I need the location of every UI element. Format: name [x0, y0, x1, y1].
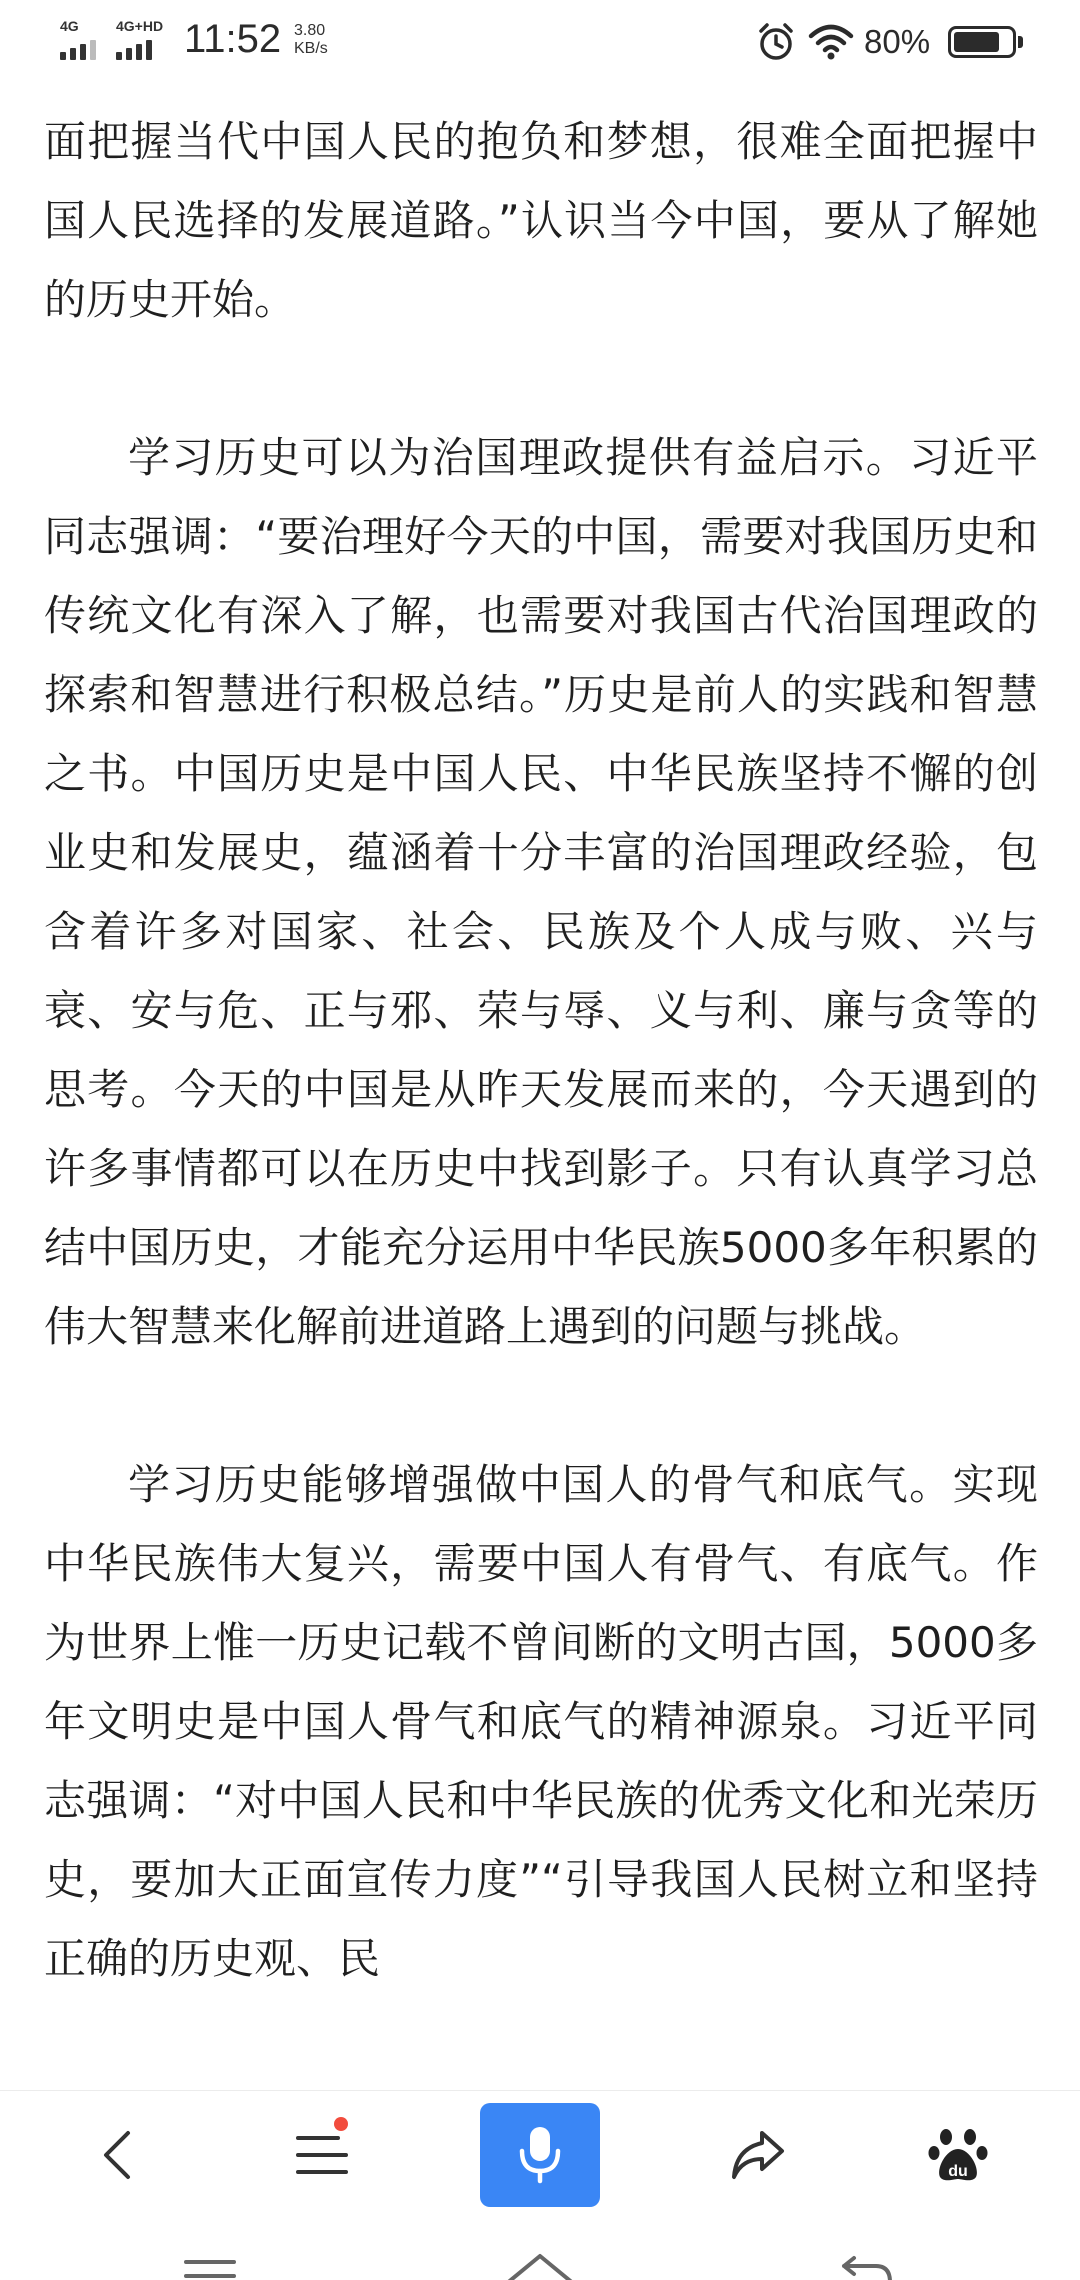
menu-icon	[294, 2130, 350, 2180]
baidu-home-button[interactable]	[898, 2103, 1018, 2207]
menu-notification-dot	[334, 2117, 348, 2131]
share-icon	[728, 2127, 788, 2183]
voice-search-button[interactable]	[480, 2103, 600, 2207]
microphone-icon	[517, 2123, 563, 2187]
network-speed	[294, 22, 328, 58]
battery-level-fill	[954, 32, 999, 52]
article-body	[44, 102, 1038, 1998]
home-icon[interactable]	[500, 2248, 580, 2280]
article-paragraph: 学习历史可以为治国理政提供有益启示。习近平同志强调：“要治理好今天的中国，需要对我国历史和传统文化有深入了解，也需要对我国古代治国理政的探索和智慧进行积极总结。”历史是前人的实践和智慧之书。中国历史是中国人民、中华民族坚持不懈的创业史和发展史，蕴涵着十分丰富的治国理政经验，包含着许多对国家、社会、民族及个人成与败、兴与衰、安与危、正与邪、荣与辱、义与利、廉与贪等的思考。今天的中国是从昨天发展而来的，今天遇到的许多事情都可以在历史中找到影子。只有认真学习总结中国历史，才能充分运用中华民族5000多年积累的伟大智慧来化解前进道路上遇到的问题与挑战。	[44, 433, 1038, 1351]
menu-button[interactable]	[262, 2103, 382, 2207]
alarm-clock-icon	[756, 22, 796, 62]
baidu-logo-text: du	[948, 2163, 968, 2180]
network-speed-unit: KB/s	[294, 40, 328, 57]
wifi-icon	[808, 22, 854, 62]
network-speed-value: 3.80	[294, 22, 326, 39]
back-nav-icon[interactable]	[836, 2252, 896, 2280]
battery-icon	[948, 26, 1016, 58]
sim1-label: 4G	[60, 18, 79, 34]
article-paragraph: 面把握当代中国人民的抱负和梦想，很难全面把握中国人民选择的发展道路。”认识当今中国，要从了解她的历史开始。	[44, 117, 1038, 324]
recents-icon[interactable]	[182, 2256, 238, 2280]
sim2-signal	[112, 18, 176, 62]
back-button[interactable]	[58, 2103, 178, 2207]
share-button[interactable]	[698, 2103, 818, 2207]
system-navigation-bar	[0, 2222, 1080, 2280]
sim1-signal	[56, 18, 120, 62]
baidu-paw-icon	[928, 2125, 988, 2185]
status-bar	[0, 0, 1080, 84]
battery-percentage: 80%	[864, 23, 931, 60]
browser-toolbar	[0, 2090, 1080, 2223]
status-time: 11:52	[184, 17, 282, 61]
back-icon	[96, 2125, 140, 2185]
battery-tip	[1018, 36, 1023, 48]
sim2-label: 4G+HD	[116, 18, 164, 34]
article-paragraph: 学习历史能够增强做中国人的骨气和底气。实现中华民族伟大复兴，需要中国人有骨气、有底气。作为世界上惟一历史记载不曾间断的文明古国，5000多年文明史是中国人骨气和底气的精神源泉。习近平同志强调：“对中国人民和中华民族的优秀文化和光荣历史，要加大正面宣传力度”“引导我国人民树立和坚持正确的历史观、民	[44, 1460, 1038, 1983]
